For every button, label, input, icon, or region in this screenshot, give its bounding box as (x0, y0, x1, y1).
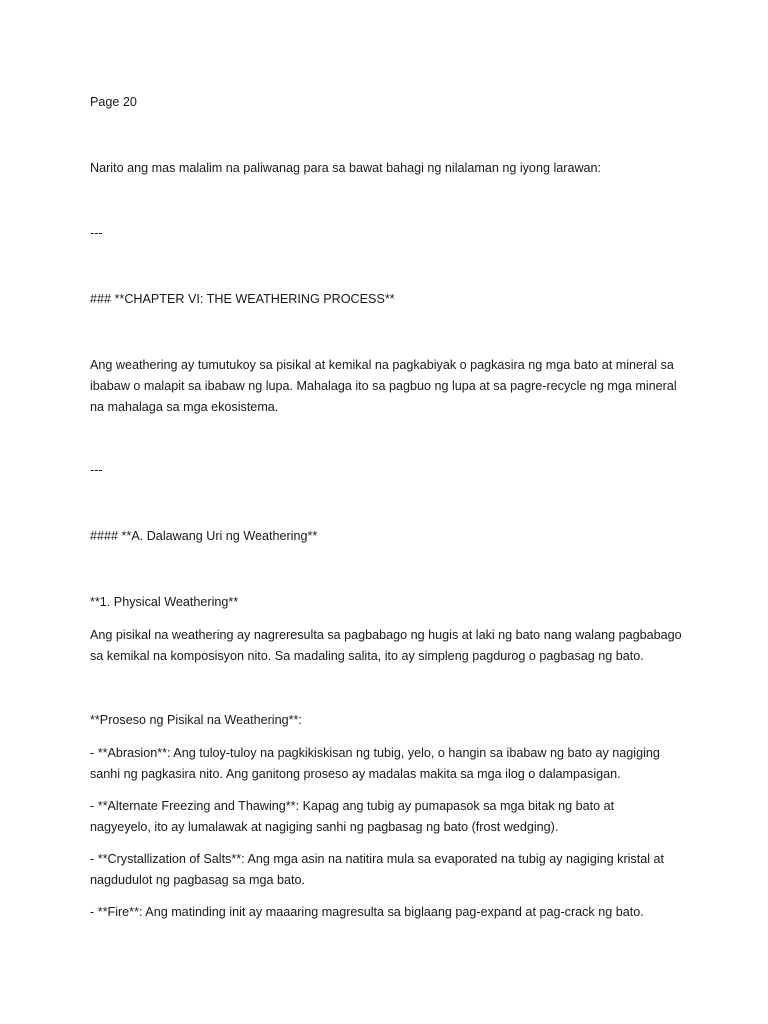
bullet-item-abrasion (90, 743, 690, 785)
section-heading: #### **A. Dalawang Uri ng Weathering** (90, 529, 318, 543)
paragraph-line: na mahalaga sa mga ekosistema. (90, 400, 279, 414)
intro-text: Narito ang mas malalim na paliwanag para sa bawat bahagi ng nilalaman ng iyong larawan: (90, 161, 602, 175)
bullet-line: sanhi ng pagkasira nito. Ang ganitong proseso ay madalas makita sa mga ilog o dalampasigan. (90, 767, 621, 781)
bullet-item-fire (90, 902, 690, 923)
paragraph-line: sa kemikal na komposisyon nito. Sa madaling salita, ito ay simpleng pagdurog o pagbasag ng bato. (90, 649, 644, 663)
paragraph-line: Ang pisikal na weathering ay nagreresulta sa pagbabago ng hugis at laki ng bato nang walang pagbabago (90, 628, 682, 642)
process-heading: **Proseso ng Pisikal na Weathering**: (90, 713, 302, 727)
paragraph-line: ibabaw o malapit sa ibabaw ng lupa. Mahalaga ito sa pagbuo ng lupa at sa pagre-recycle ng mga mineral (90, 379, 677, 393)
separator-line: --- (90, 463, 103, 477)
physical-weathering-paragraph (90, 625, 690, 667)
chapter-intro-paragraph (90, 355, 690, 418)
bullet-line: - **Alternate Freezing and Thawing**: Kapag ang tubig ay pumapasok sa mga bitak ng bato at (90, 799, 615, 813)
bullet-line: nagdudulot ng pagbasag sa mga bato. (90, 873, 305, 887)
paragraph-line: Ang weathering ay tumutukoy sa pisikal at kemikal na pagkabiyak o pagkasira ng mga bato at mineral sa (90, 358, 674, 372)
bullet-line: nagyeyelo, ito ay lumalawak at nagiging sanhi ng pagbasag ng bato (frost wedging). (90, 820, 559, 834)
subsection-heading: **1. Physical Weathering** (90, 595, 239, 609)
bullet-line: - **Crystallization of Salts**: Ang mga asin na natitira mula sa evaporated na tubig ay nagiging kristal at (90, 852, 665, 866)
bullet-item-crystallization (90, 849, 690, 891)
bullet-line: - **Abrasion**: Ang tuloy-tuloy na pagkikiskisan ng tubig, yelo, o hangin sa ibabaw ng bato ay nagiging (90, 746, 660, 760)
bullet-item-freezing-thawing (90, 796, 690, 838)
chapter-heading: ### **CHAPTER VI: THE WEATHERING PROCESS** (90, 292, 395, 306)
page-number-label: Page 20 (90, 95, 137, 109)
bullet-line: - **Fire**: Ang matinding init ay maaaring magresulta sa biglaang pag-expand at pag-crack ng bato. (90, 905, 644, 919)
separator-line: --- (90, 226, 103, 240)
